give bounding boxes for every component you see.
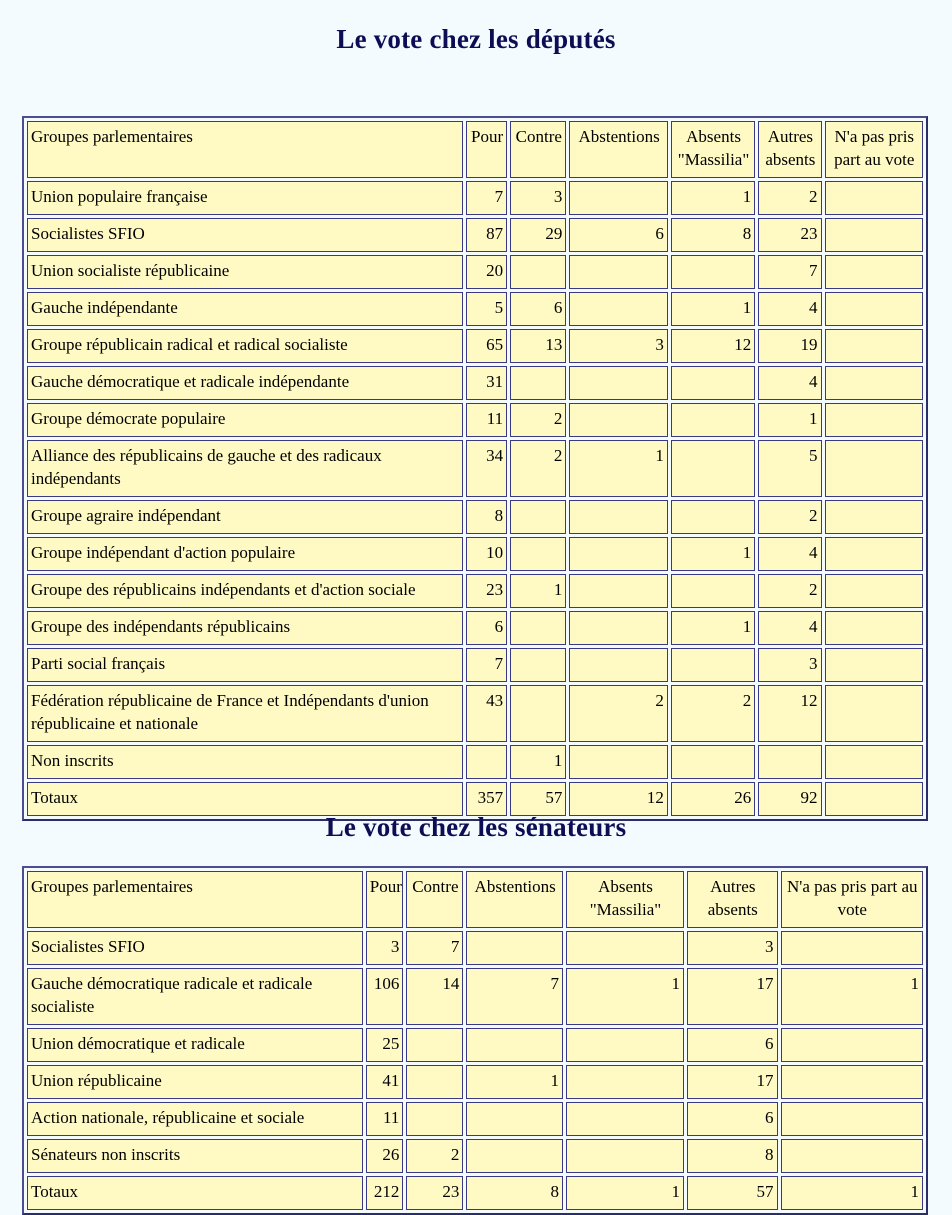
value-cell: 65: [466, 329, 507, 363]
value-cell: 2: [510, 440, 566, 497]
value-cell: [671, 440, 755, 497]
value-cell: [671, 648, 755, 682]
table-row: [27, 782, 923, 816]
value-cell: [825, 648, 923, 682]
group-name-cell: Socialistes SFIO: [27, 218, 463, 252]
value-cell: 6: [687, 1102, 778, 1136]
value-cell: [781, 1102, 923, 1136]
value-cell: [825, 685, 923, 742]
table-row: [27, 685, 923, 742]
group-name-cell: Gauche indépendante: [27, 292, 463, 326]
value-cell: [406, 1065, 463, 1099]
value-cell: [825, 329, 923, 363]
value-cell: 11: [466, 403, 507, 437]
group-name-cell: Totaux: [27, 782, 463, 816]
column-header: Absents "Massilia": [671, 121, 755, 178]
value-cell: [825, 292, 923, 326]
value-cell: 4: [758, 611, 821, 645]
column-header: Contre: [406, 871, 463, 928]
value-cell: 14: [406, 968, 463, 1025]
value-cell: [569, 366, 667, 400]
value-cell: 1: [671, 181, 755, 215]
value-cell: 1: [566, 1176, 684, 1210]
column-header: Groupes parlementaires: [27, 871, 363, 928]
value-cell: 2: [758, 181, 821, 215]
value-cell: [510, 255, 566, 289]
value-cell: 1: [569, 440, 667, 497]
value-cell: 1: [510, 574, 566, 608]
value-cell: 3: [758, 648, 821, 682]
value-cell: [825, 537, 923, 571]
value-cell: [781, 1139, 923, 1173]
value-cell: 8: [671, 218, 755, 252]
value-cell: [510, 366, 566, 400]
value-cell: 1: [758, 403, 821, 437]
value-cell: 106: [366, 968, 404, 1025]
value-cell: 12: [569, 782, 667, 816]
value-cell: [671, 574, 755, 608]
group-name-cell: Union démocratique et radicale: [27, 1028, 363, 1062]
header-row: [27, 871, 923, 928]
value-cell: [406, 1102, 463, 1136]
group-name-cell: Totaux: [27, 1176, 363, 1210]
value-cell: [510, 611, 566, 645]
value-cell: [466, 1139, 563, 1173]
column-header: Autres absents: [758, 121, 821, 178]
value-cell: 29: [510, 218, 566, 252]
value-cell: [569, 745, 667, 779]
value-cell: [510, 685, 566, 742]
value-cell: 31: [466, 366, 507, 400]
value-cell: 1: [671, 537, 755, 571]
table-row: [27, 218, 923, 252]
value-cell: [825, 745, 923, 779]
value-cell: 12: [758, 685, 821, 742]
value-cell: 7: [466, 968, 563, 1025]
value-cell: 1: [510, 745, 566, 779]
table-row: [27, 574, 923, 608]
column-header: Abstentions: [569, 121, 667, 178]
value-cell: 23: [406, 1176, 463, 1210]
value-cell: 34: [466, 440, 507, 497]
value-cell: [825, 181, 923, 215]
value-cell: 2: [758, 574, 821, 608]
column-header: Groupes parlementaires: [27, 121, 463, 178]
column-header: N'a pas pris part au vote: [825, 121, 923, 178]
table-row: [27, 968, 923, 1025]
value-cell: 41: [366, 1065, 404, 1099]
value-cell: 3: [366, 931, 404, 965]
table-row: [27, 1028, 923, 1062]
value-cell: [825, 440, 923, 497]
table-row: [27, 1102, 923, 1136]
group-name-cell: Groupe des républicains indépendants et d'action sociale: [27, 574, 463, 608]
value-cell: 43: [466, 685, 507, 742]
table-row: [27, 440, 923, 497]
value-cell: [466, 931, 563, 965]
table-row: [27, 1176, 923, 1210]
value-cell: 7: [758, 255, 821, 289]
value-cell: [569, 537, 667, 571]
value-cell: [825, 611, 923, 645]
value-cell: [825, 403, 923, 437]
value-cell: 12: [671, 329, 755, 363]
value-cell: [671, 403, 755, 437]
value-cell: [781, 931, 923, 965]
value-cell: 2: [569, 685, 667, 742]
column-header: N'a pas pris part au vote: [781, 871, 923, 928]
value-cell: 57: [687, 1176, 778, 1210]
table-row: [27, 500, 923, 534]
table-row: [27, 648, 923, 682]
value-cell: 8: [466, 1176, 563, 1210]
value-cell: 20: [466, 255, 507, 289]
value-cell: [566, 931, 684, 965]
value-cell: 4: [758, 537, 821, 571]
value-cell: 5: [466, 292, 507, 326]
value-cell: [510, 648, 566, 682]
group-name-cell: Gauche démocratique radicale et radicale socialiste: [27, 968, 363, 1025]
value-cell: [566, 1065, 684, 1099]
value-cell: 19: [758, 329, 821, 363]
value-cell: 57: [510, 782, 566, 816]
value-cell: [781, 1065, 923, 1099]
value-cell: 8: [687, 1139, 778, 1173]
value-cell: 6: [466, 611, 507, 645]
value-cell: [406, 1028, 463, 1062]
value-cell: [758, 745, 821, 779]
group-name-cell: Parti social français: [27, 648, 463, 682]
group-name-cell: Groupe agraire indépendant: [27, 500, 463, 534]
value-cell: [825, 255, 923, 289]
deputes-title: Le vote chez les députés: [336, 24, 616, 54]
column-header: Absents "Massilia": [566, 871, 684, 928]
value-cell: 1: [671, 611, 755, 645]
table-row: [27, 403, 923, 437]
value-cell: 26: [671, 782, 755, 816]
value-cell: [569, 292, 667, 326]
value-cell: [466, 1102, 563, 1136]
value-cell: [781, 1028, 923, 1062]
value-cell: [671, 255, 755, 289]
group-name-cell: Alliance des républicains de gauche et des radicaux indépendants: [27, 440, 463, 497]
table-row: [27, 745, 923, 779]
group-name-cell: Union républicaine: [27, 1065, 363, 1099]
value-cell: 26: [366, 1139, 404, 1173]
value-cell: 3: [687, 931, 778, 965]
value-cell: 23: [758, 218, 821, 252]
group-name-cell: Groupe des indépendants républicains: [27, 611, 463, 645]
column-header: Pour: [366, 871, 404, 928]
value-cell: 1: [781, 1176, 923, 1210]
value-cell: [569, 181, 667, 215]
value-cell: [510, 537, 566, 571]
value-cell: 11: [366, 1102, 404, 1136]
value-cell: 17: [687, 968, 778, 1025]
value-cell: 2: [671, 685, 755, 742]
value-cell: 6: [510, 292, 566, 326]
group-name-cell: Socialistes SFIO: [27, 931, 363, 965]
table-row: [27, 931, 923, 965]
table-row: [27, 181, 923, 215]
deputes-table: [22, 116, 928, 821]
table-row: [27, 1065, 923, 1099]
value-cell: 6: [569, 218, 667, 252]
value-cell: 7: [466, 181, 507, 215]
value-cell: [825, 366, 923, 400]
table-row: [27, 255, 923, 289]
group-name-cell: Groupe républicain radical et radical socialiste: [27, 329, 463, 363]
value-cell: 4: [758, 292, 821, 326]
table-row: [27, 611, 923, 645]
value-cell: [671, 745, 755, 779]
value-cell: 10: [466, 537, 507, 571]
group-name-cell: Action nationale, républicaine et sociale: [27, 1102, 363, 1136]
group-name-cell: Gauche démocratique et radicale indépendante: [27, 366, 463, 400]
value-cell: 92: [758, 782, 821, 816]
value-cell: 25: [366, 1028, 404, 1062]
value-cell: [566, 1028, 684, 1062]
header-row: [27, 121, 923, 178]
value-cell: [671, 500, 755, 534]
value-cell: [569, 255, 667, 289]
group-name-cell: Sénateurs non inscrits: [27, 1139, 363, 1173]
senateurs-title: Le vote chez les sénateurs: [325, 812, 627, 842]
value-cell: [671, 366, 755, 400]
value-cell: 7: [406, 931, 463, 965]
value-cell: [466, 1028, 563, 1062]
value-cell: 6: [687, 1028, 778, 1062]
value-cell: 2: [758, 500, 821, 534]
value-cell: 2: [510, 403, 566, 437]
value-cell: 4: [758, 366, 821, 400]
column-header: Pour: [466, 121, 507, 178]
group-name-cell: Union populaire française: [27, 181, 463, 215]
value-cell: 212: [366, 1176, 404, 1210]
value-cell: [569, 500, 667, 534]
value-cell: 5: [758, 440, 821, 497]
column-header: Contre: [510, 121, 566, 178]
column-header: Autres absents: [687, 871, 778, 928]
value-cell: 1: [466, 1065, 563, 1099]
value-cell: 7: [466, 648, 507, 682]
value-cell: [569, 611, 667, 645]
value-cell: 1: [566, 968, 684, 1025]
value-cell: 23: [466, 574, 507, 608]
value-cell: 357: [466, 782, 507, 816]
value-cell: 3: [510, 181, 566, 215]
value-cell: [466, 745, 507, 779]
value-cell: [510, 500, 566, 534]
group-name-cell: Union socialiste républicaine: [27, 255, 463, 289]
table-row: [27, 366, 923, 400]
value-cell: 3: [569, 329, 667, 363]
value-cell: 1: [671, 292, 755, 326]
value-cell: [566, 1139, 684, 1173]
group-name-cell: Non inscrits: [27, 745, 463, 779]
value-cell: [569, 403, 667, 437]
value-cell: 87: [466, 218, 507, 252]
group-name-cell: Groupe démocrate populaire: [27, 403, 463, 437]
value-cell: 1: [781, 968, 923, 1025]
value-cell: [825, 574, 923, 608]
value-cell: 8: [466, 500, 507, 534]
senateurs-table: [22, 866, 928, 1215]
value-cell: [825, 500, 923, 534]
value-cell: [825, 782, 923, 816]
value-cell: [825, 218, 923, 252]
column-header: Abstentions: [466, 871, 563, 928]
table-row: [27, 292, 923, 326]
group-name-cell: Groupe indépendant d'action populaire: [27, 537, 463, 571]
table-row: [27, 329, 923, 363]
table-row: [27, 1139, 923, 1173]
value-cell: [569, 574, 667, 608]
table-row: [27, 537, 923, 571]
value-cell: [569, 648, 667, 682]
group-name-cell: Fédération républicaine de France et Indépendants d'union républicaine et nationale: [27, 685, 463, 742]
value-cell: 13: [510, 329, 566, 363]
value-cell: 2: [406, 1139, 463, 1173]
value-cell: [566, 1102, 684, 1136]
value-cell: 17: [687, 1065, 778, 1099]
